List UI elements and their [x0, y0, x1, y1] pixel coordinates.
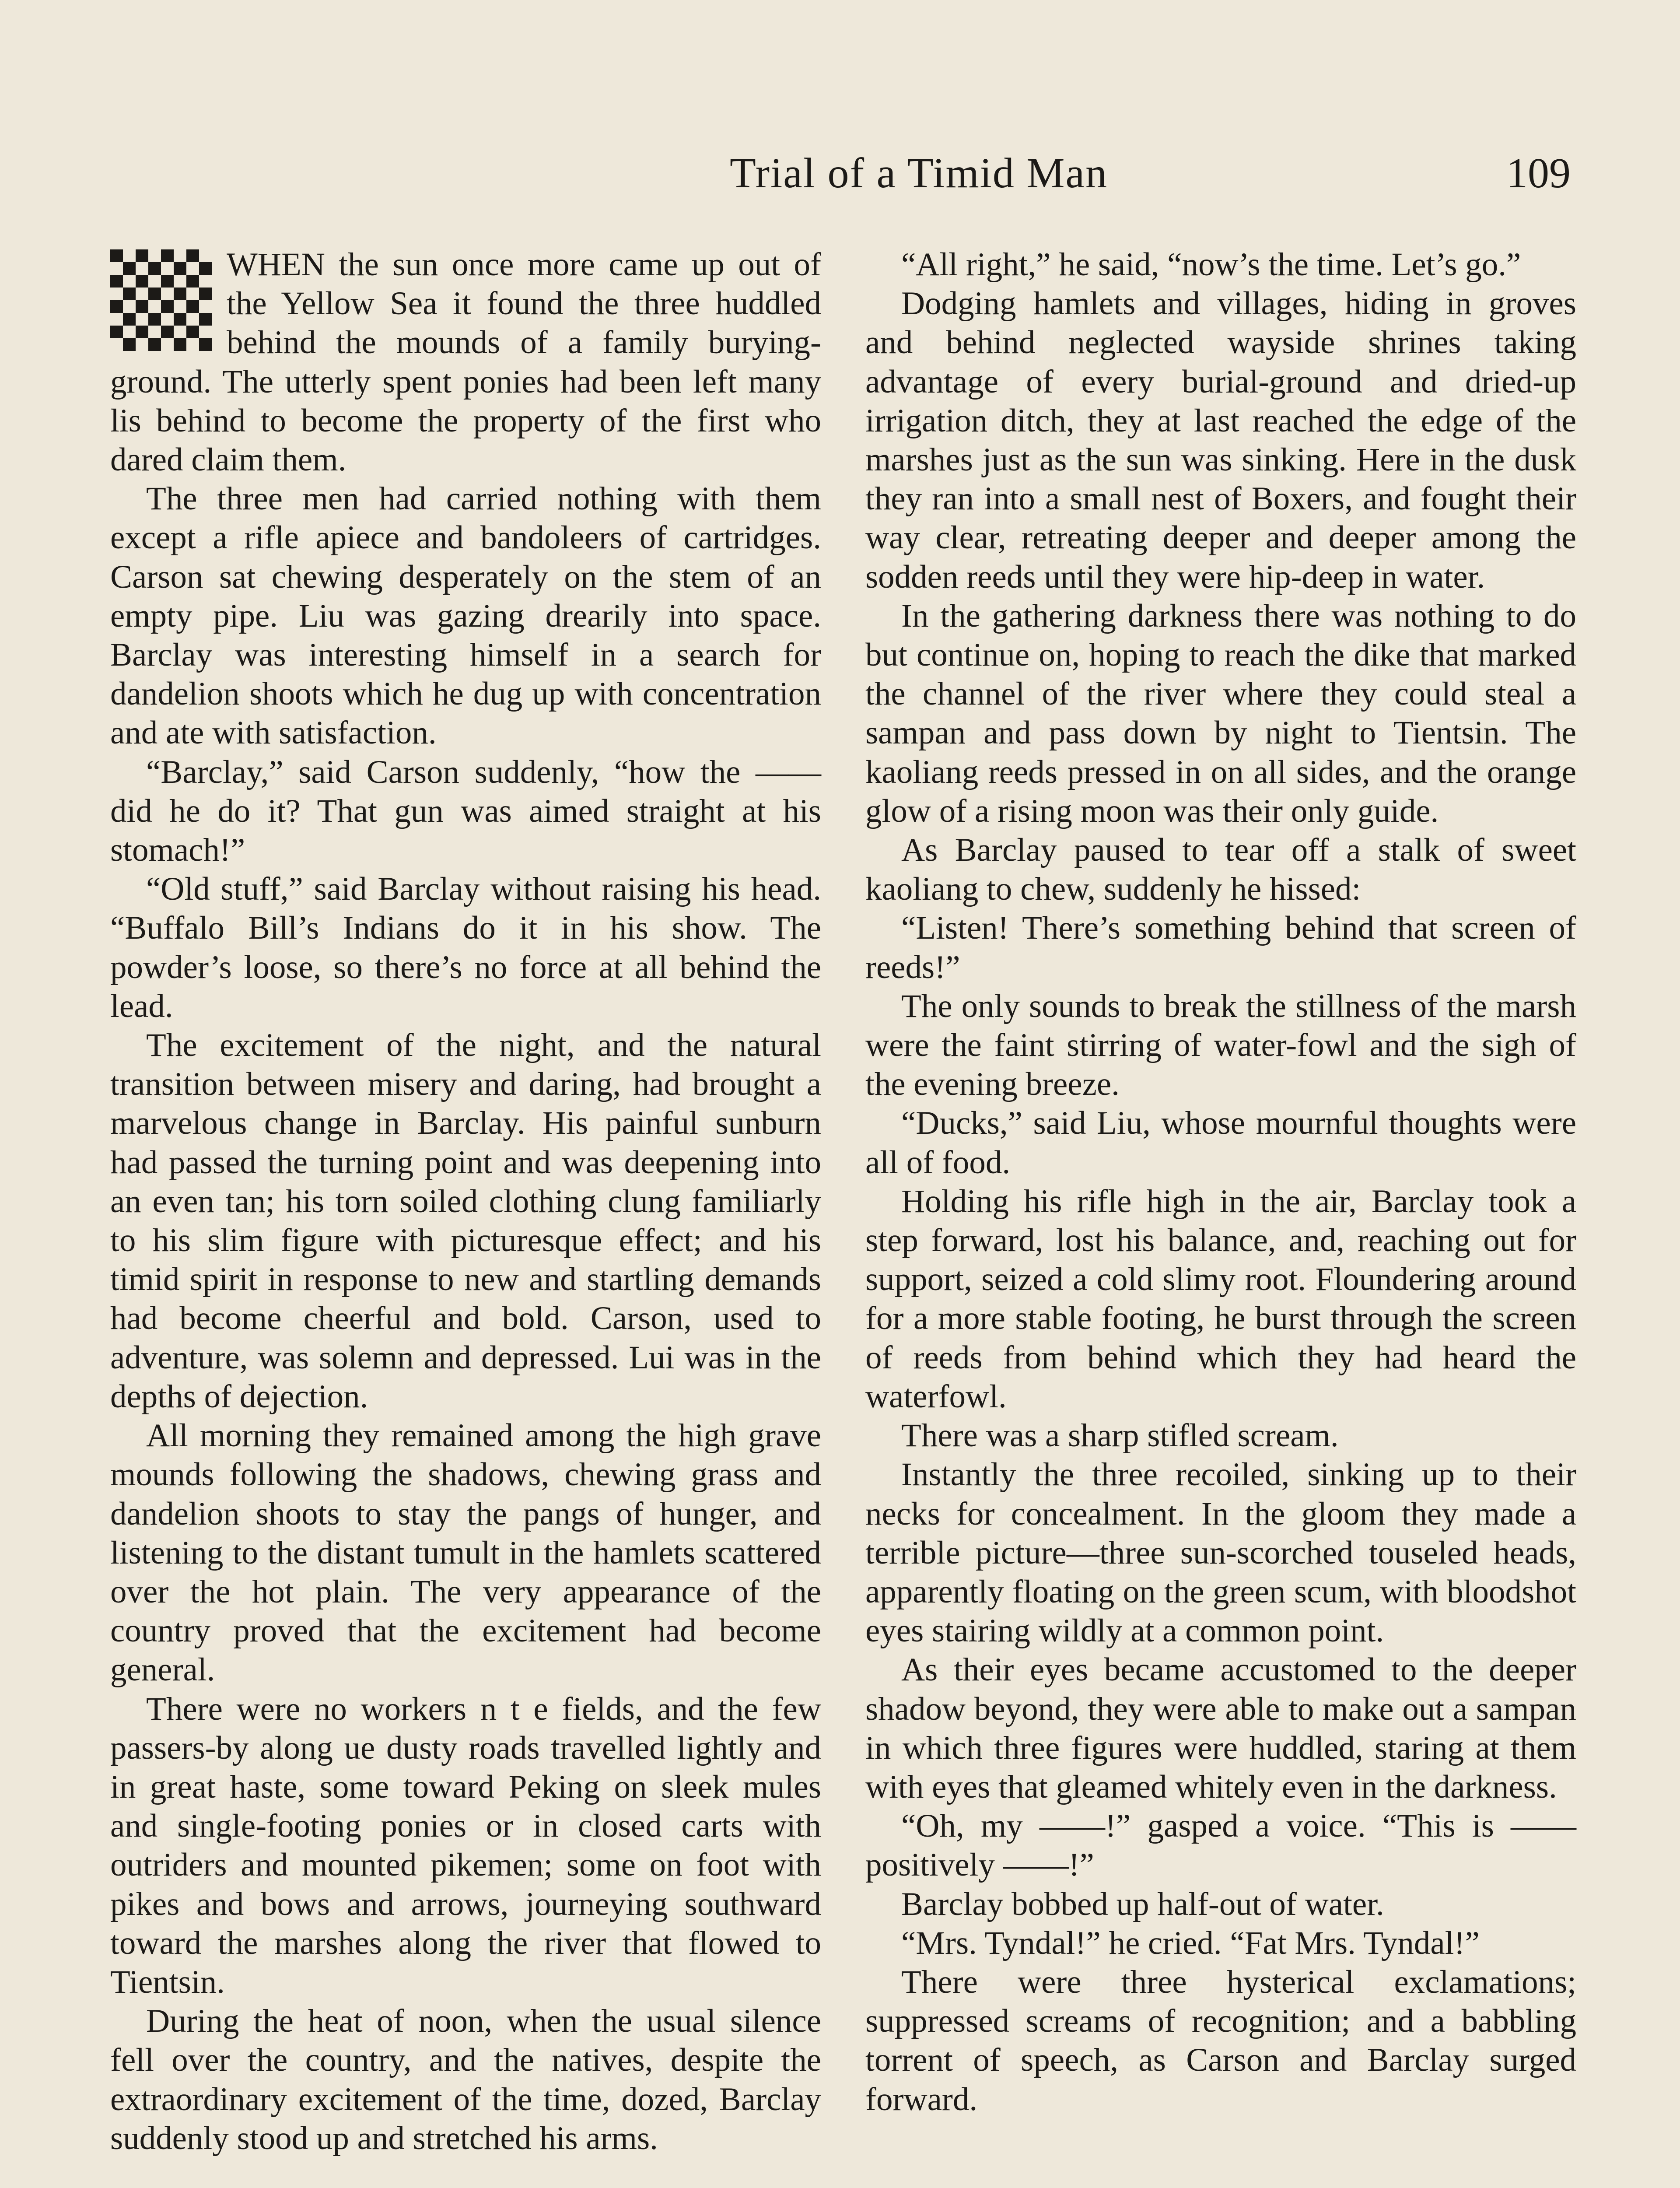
- dropcap-square: [110, 275, 123, 288]
- dropcap-square: [174, 338, 186, 351]
- dropcap-square: [148, 262, 161, 275]
- paragraph: During the heat of noon, when the usual silence fell over the country, and the natives, despite the extraordinary excitement of the time, dozed, Barclay suddenly stood up and stretched his arms.: [110, 2003, 821, 2156]
- dropcap-square: [199, 262, 212, 275]
- paragraph: There was a sharp stifled scream.: [901, 1417, 1339, 1454]
- left-column: [110, 245, 821, 2158]
- dropcap-square: [186, 326, 199, 338]
- paragraph: In the gathering darkness there was nothing to do but continue on, hoping to reach the dike that marked the channel of the river where they could steal a sampan and pass down by night to Tientsin. The kaoliang reeds pressed in on all sides, and the orange glow of a rising moon was their only guide.: [865, 597, 1576, 829]
- dropcap-square: [186, 249, 199, 262]
- dropcap-square: [136, 326, 148, 338]
- paragraph: As their eyes became accustomed to the deeper shadow beyond, they were able to make out a sampan in which three figures were huddled, staring at them with eyes that gleamed whitely even in the darkness.: [865, 1652, 1576, 1805]
- paragraph: There were three hysterical exclamations; suppressed screams of recognition; and a babbling torrent of speech, as Carson and Barclay surged forward.: [865, 1964, 1576, 2118]
- dropcap-square: [174, 288, 186, 300]
- paragraph: “Listen! There’s something behind that screen of reeds!”: [865, 910, 1576, 985]
- paragraph: WHEN the sun once more came up out of the Yellow Sea it found the three huddled behind the mounds of a family burying-ground. The utterly spent ponies had been left many lis behind to become the property of the first who dared claim them.: [110, 246, 821, 478]
- dropcap-square: [110, 326, 123, 338]
- dropcap-square: [199, 313, 212, 326]
- paragraph: “Mrs. Tyndal!” he cried. “Fat Mrs. Tyndal!”: [901, 1925, 1480, 1961]
- paragraph: “Oh, my ——!” gasped a voice. “This is —— positively ——!”: [865, 1808, 1576, 1883]
- dropcap-square: [123, 313, 136, 326]
- paragraph: There were no workers n t e fields, and the few passers-by along ue dusty roads travelled lightly and in great haste, some toward Peking on sleek mules and single-footing ponies or in closed carts with outriders and mounted pikemen; some on foot with pikes and bows and arrows, journeying southward toward the marshes along the river that flowed to Tientsin.: [110, 1690, 821, 2000]
- paragraph: Barclay bobbed up half-out of water.: [901, 1886, 1384, 1922]
- paragraph: The excitement of the night, and the natural transition between misery and daring, had brought a marvelous change in Barclay. His painful sunburn had passed the turning point and was deepening into an even tan; his torn soiled clothing clung familiarly to his slim figure with picturesque effect; and his timid spirit in response to new and startling demands had become cheerful and bold. Carson, used to adventure, was solemn and depressed. Lui was in the depths of dejection.: [110, 1027, 821, 1415]
- dropcap-square: [186, 275, 199, 288]
- checkered-dropcap-icon: [110, 249, 212, 351]
- running-head-title: Trial of a Timid Man: [729, 150, 1108, 197]
- paragraph: All morning they remained among the high grave mounds following the shadows, chewing grass and dandelion shoots to stay the pangs of hunger, and listening to the distant tumult in the hamlets scattered over the hot plain. The very appearance of the country proved that the excitement had become general.: [110, 1417, 821, 1688]
- paragraph: Instantly the three recoiled, sinking up to their necks for concealment. In the gloom they made a terrible picture—three sun-scorched touseled heads, apparently floating on the green scum, with bloodshot eyes stairing wildly at a common point.: [865, 1456, 1576, 1649]
- paragraph: “All right,” he said, “now’s the time. Let’s go.”: [901, 246, 1521, 283]
- dropcap-square: [148, 338, 161, 351]
- dropcap-square: [123, 288, 136, 300]
- paragraph: Dodging hamlets and villages, hiding in groves and behind neglected wayside shrines taking advantage of every burial-ground and dried-up irrigation ditch, they at last reached the edge of the marshes just as the sun was sinking. Here in the dusk they ran into a small nest of Boxers, and fought their way clear, retreating deeper and deeper among the sodden reeds until they were hip-deep in water.: [865, 285, 1576, 595]
- paragraph: “Old stuff,” said Barclay without raising his head. “Buffalo Bill’s Indians do it in his show. The powder’s loose, so there’s no force at all behind the lead.: [110, 871, 821, 1024]
- right-column: [865, 245, 1576, 2119]
- dropcap-square: [148, 313, 161, 326]
- dropcap-square: [186, 300, 199, 313]
- dropcap-square: [199, 288, 212, 300]
- dropcap-square: [110, 300, 123, 313]
- paragraph: As Barclay paused to tear off a stalk of sweet kaoliang to chew, suddenly he hissed:: [865, 832, 1576, 908]
- dropcap-square: [174, 313, 186, 326]
- dropcap-square: [136, 275, 148, 288]
- dropcap-square: [148, 288, 161, 300]
- paragraph: “Barclay,” said Carson suddenly, “how the —— did he do it? That gun was aimed straight at his stomach!”: [110, 754, 821, 869]
- dropcap-square: [161, 249, 174, 262]
- dropcap-square: [174, 262, 186, 275]
- dropcap-square: [199, 338, 212, 351]
- dropcap-square: [110, 249, 123, 262]
- dropcap-square: [123, 262, 136, 275]
- page-number: 109: [1506, 150, 1571, 197]
- paragraph: Holding his rifle high in the air, Barclay took a step forward, lost his balance, and, reaching out for support, seized a cold slimy root. Floundering around for a more stable footing, he burst through the screen of reeds from behind which they had heard the waterfowl.: [865, 1183, 1576, 1415]
- paragraph: “Ducks,” said Liu, whose mournful thoughts were all of food.: [865, 1105, 1576, 1181]
- dropcap-square: [123, 338, 136, 351]
- dropcap-square: [136, 249, 148, 262]
- dropcap-square: [161, 275, 174, 288]
- paragraph: The only sounds to break the stillness of the marsh were the faint stirring of water-fowl and the sigh of the evening breeze.: [865, 988, 1576, 1103]
- dropcap-square: [161, 326, 174, 338]
- dropcap-square: [161, 300, 174, 313]
- paragraph: The three men had carried nothing with them except a rifle apiece and bandoleers of cartridges. Carson sat chewing desperately on the stem of an empty pipe. Liu was gazing drearily into space. Barclay was interesting himself in a search for dandelion shoots which he dug up with concentration and ate with satisfaction.: [110, 480, 821, 751]
- dropcap-square: [136, 300, 148, 313]
